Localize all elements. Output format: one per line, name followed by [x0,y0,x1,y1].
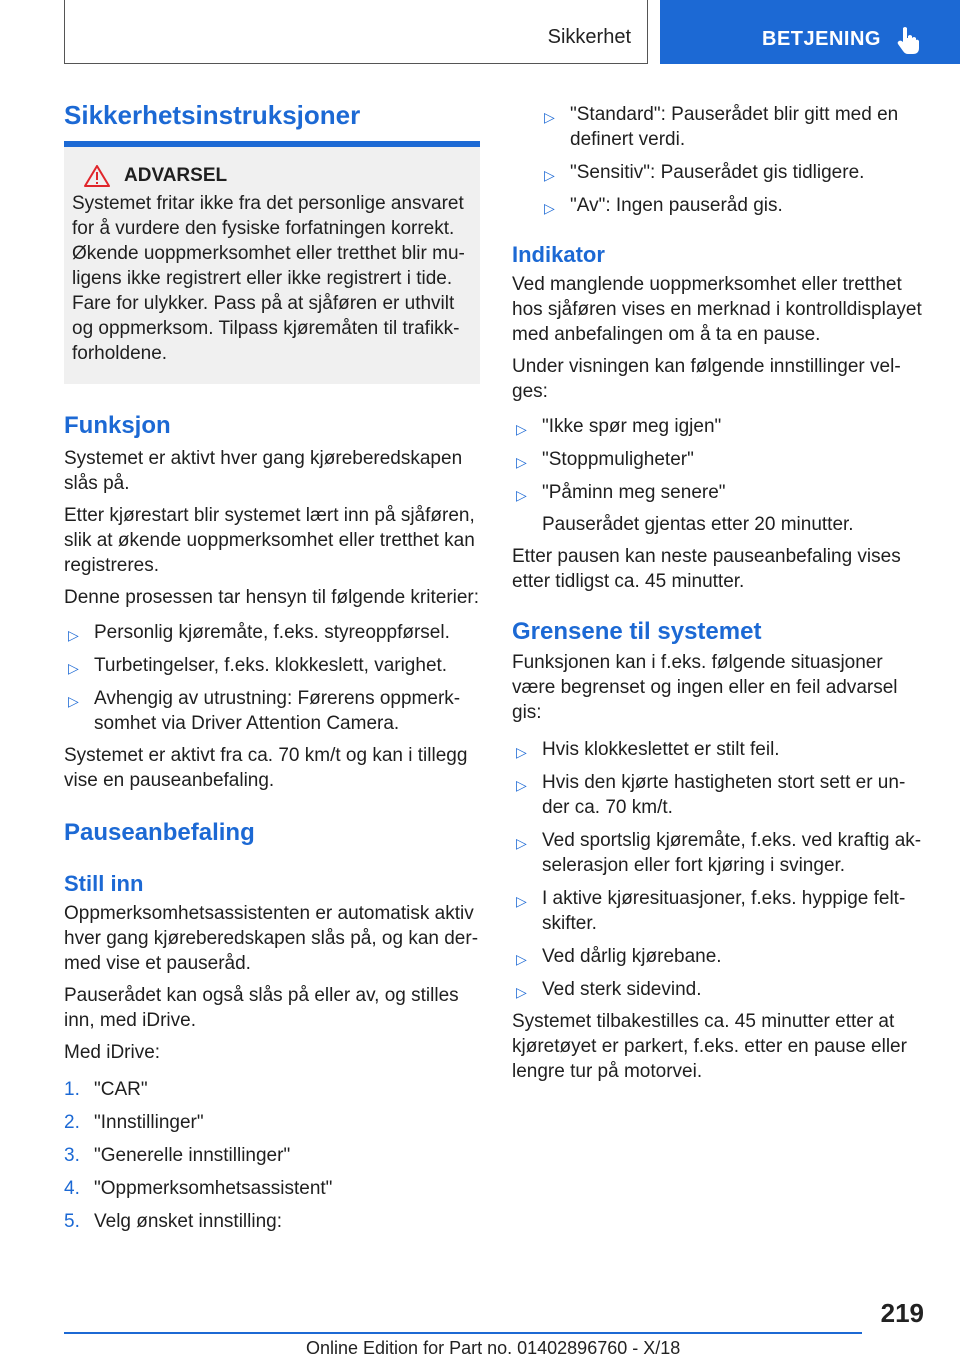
criteria-list [64,620,480,736]
triangle-bullet-icon: ▷ [516,951,527,967]
pause-paragraph-2: Pauserådet kan også slås på eller av, og stilles inn, med iDrive. [64,985,459,1031]
triangle-bullet-icon: ▷ [516,984,527,1000]
triangle-bullet-icon: ▷ [516,835,527,851]
section-heading-pauseanbefaling: Pauseanbefaling [64,819,255,846]
list-item: ▷ Ved sterk sidevind. [512,977,922,1002]
triangle-bullet-icon: ▷ [68,627,79,643]
page-number: 219 [880,1298,924,1328]
indikator-note: Pauserådet gjentas etter 20 minutter. [542,514,854,535]
section-heading-indikator: Indikator [512,242,605,267]
grenser-list [512,737,922,1002]
page-title: Sikkerhetsinstruksjoner [64,100,361,130]
footer-edition-text: Online Edition for Part no. 01402896760 - X/18 [306,1338,681,1358]
warning-text: Systemet fritar ikke fra det personlige ansvaret for å vurdere den fysiske forfatningen korrekt. Økende uoppmerksomhet eller tretthet blir mu-ligens ikke registrert eller ikke registrert i tide. Fare for ulykker. Pass på at sjåføren er uthvilt og oppmerksom. Tilpass kjøremåten til trafikk-forholdene. [72,193,465,364]
list-item: ▷ "Påminn meg senere" [512,480,922,505]
list-item: ▷ "Sensitiv": Pauserådet gis tidligere. [540,160,922,185]
triangle-bullet-icon: ▷ [68,693,79,709]
triangle-bullet-icon: ▷ [544,200,555,216]
header-chapter-label: BETJENING [762,28,881,50]
list-item: ▷ Hvis klokkeslettet er stilt feil. [512,737,922,762]
section-heading-funksjon: Funksjon [64,412,171,439]
right-column [512,102,922,1084]
list-item: ▷ "Stoppmuligheter" [512,447,922,472]
footer-divider [64,1332,862,1334]
indikator-paragraph-3: Etter pausen kan neste pauseanbefaling vises etter tidligst ca. 45 minutter. [512,546,901,592]
setting-options-list [540,102,922,218]
list-item: ▷ Turbetingelser, f.eks. klokkeslett, varighet. [64,653,480,678]
triangle-bullet-icon: ▷ [516,421,527,437]
list-item: 2. "Innstillinger" [64,1112,204,1133]
list-item: ▷ "Av": Ingen pauseråd gis. [540,193,922,218]
header-section-box [64,0,648,64]
warning-header [72,165,472,187]
list-item: ▷ "Ikke spør meg igjen" [512,414,922,439]
list-item: ▷ "Standard": Pauserådet blir gitt med en definert verdi. [544,104,899,150]
triangle-bullet-icon: ▷ [516,744,527,760]
triangle-bullet-icon: ▷ [544,167,555,183]
list-item: ▷ Personlig kjøremåte, f.eks. styreoppførsel. [64,620,480,645]
list-item: ▷ Hvis den kjørte hastigheten stort sett er un-der ca. 70 km/t. [516,772,906,818]
indikator-paragraph-2: Under visningen kan følgende innstillinger vel-ges: [512,356,901,402]
grenser-paragraph-2: Systemet tilbakestilles ca. 45 minutter etter at kjøretøyet er parkert, f.eks. etter en pause eller lengre tur på motorvei. [512,1011,907,1082]
funksjon-paragraph-3: Denne prosessen tar hensyn til følgende kriterier: [64,587,480,608]
triangle-bullet-icon: ▷ [516,487,527,503]
list-item: ▷ Ved sportslig kjøremåte, f.eks. ved kraftig ak-selerasjon eller fort kjøring i svinger. [516,830,922,876]
funksjon-paragraph-4: Systemet er aktivt fra ca. 70 km/t og kan i tillegg vise en pauseanbefaling. [64,745,468,791]
triangle-bullet-icon: ▷ [68,660,79,676]
subsection-heading-still-inn: Still inn [64,871,144,896]
list-item: 1. "CAR" [64,1079,148,1100]
header-chapter-tab [660,0,960,64]
list-item: ▷ Avhengig av utrustning: Førerens oppmerk-somhet via Driver Attention Camera. [68,688,461,734]
triangle-bullet-icon: ▷ [516,454,527,470]
list-item: ▷ Ved dårlig kjørebane. [512,944,922,969]
list-item: ▷ I aktive kjøresituasjoner, f.eks. hyppige felt-skifter. [516,888,906,934]
left-column [64,100,480,1234]
idrive-steps-list [64,1077,480,1234]
pause-paragraph-1: Oppmerksomhetsassistenten er automatisk aktiv hver gang kjøreberedskapen slås på, og kan der-med vise et pauseråd. [64,903,479,974]
triangle-bullet-icon: ▷ [516,893,527,909]
warning-triangle-icon [84,165,110,187]
warning-label: ADVARSEL [124,165,228,186]
list-item: 3. "Generelle innstillinger" [64,1145,291,1166]
grenser-paragraph-1: Funksjonen kan i f.eks. følgende situasjoner være begrenset og ingen eller en feil advarsel gis: [512,652,898,723]
warning-box [64,147,480,384]
funksjon-paragraph-1: Systemet er aktivt hver gang kjøreberedskapen slås på. [64,448,463,494]
pause-paragraph-3: Med iDrive: [64,1042,161,1063]
triangle-bullet-icon: ▷ [544,109,555,125]
list-item: 4. "Oppmerksomhetsassistent" [64,1178,333,1199]
header-section-title: Sikkerhet [547,26,631,48]
funksjon-paragraph-2: Etter kjørestart blir systemet lært inn på sjåføren, slik at økende uoppmerksomhet eller tretthet kan registreres. [64,505,475,576]
triangle-bullet-icon: ▷ [516,777,527,793]
indikator-paragraph-1: Ved manglende uoppmerksomhet eller tretthet hos sjåføren vises en merknad i kontrolldisplayet med anbefalingen om å ta en pause. [512,274,922,345]
indikator-list [512,414,922,505]
section-heading-grenser: Grensene til systemet [512,618,762,645]
list-item: 5. Velg ønsket innstilling: [64,1211,282,1232]
pointing-hand-icon [896,26,920,54]
